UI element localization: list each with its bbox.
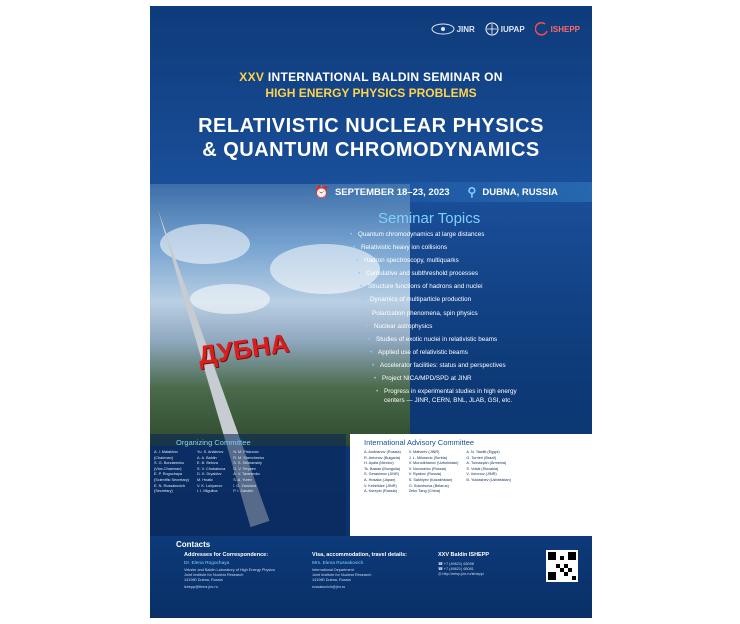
member: V. Murodkhanov (Uzbekistan) — [408, 461, 459, 466]
contact-line: Veksler and Baldin Laboratory of High Energy Physics — [184, 568, 275, 572]
member: V. Matveev (JINR) — [408, 450, 440, 454]
contact-label: XXV Baldin ISHEPP — [438, 552, 490, 558]
event-dates: SEPTEMBER 18–23, 2023 — [334, 186, 450, 198]
jinr-logo — [431, 22, 475, 36]
location-pin-icon: ⚲ — [467, 185, 477, 199]
website-link[interactable]: http://relnp.jinr.ru/ishepp/ — [442, 571, 484, 576]
topic-item: • Project NICA/MPD/SPD at JINR — [374, 375, 586, 383]
correspondence-contact — [184, 552, 304, 590]
topic-item: • Studies of exotic nuclei in relativistic beams — [368, 336, 586, 344]
title-line1: RELATIVISTIC NUCLEAR PHYSICS — [198, 115, 544, 137]
topic-item: • Applied use of relativistic beams — [370, 349, 586, 357]
member-column — [197, 450, 225, 495]
topic-item: • Quantum chromodynamics at large distances — [350, 231, 586, 239]
member: R. Antonov (Bulgaria) — [364, 455, 401, 460]
member: A. I. Malakhov — [154, 450, 179, 454]
member: V. Ryabov (Russia) — [408, 472, 442, 477]
phone-number: +7 (49621) 65081 — [443, 566, 474, 571]
seminar-number: XXV — [239, 70, 265, 84]
member: J. L. Milosevic (Serbia) — [408, 455, 448, 460]
seminar-topics — [350, 210, 586, 410]
member: G. Torrieri (Brazil) — [466, 455, 497, 460]
member: (Chairman) — [154, 455, 173, 460]
contact-line: Joint Institute for Nuclear Research — [312, 572, 372, 577]
logo-text: IUPAP — [500, 24, 525, 34]
cloud — [190, 284, 270, 314]
seminar-name: INTERNATIONAL BALDIN SEMINAR ON — [267, 70, 503, 84]
contact-label: Addresses for Correspondence: — [184, 552, 269, 558]
topic-item: • Progress in experimental studies in high energy centers — JINR, CERN, BNL, JLAB, GSI, etc. — [376, 388, 534, 405]
seminar-heading-line1 — [150, 70, 592, 84]
member: A. Andrianov (Russia) — [364, 450, 401, 454]
topic-item: • Polarization phenomena, spin physics — [364, 310, 586, 318]
member: I. I. Migulina — [197, 489, 218, 494]
contacts-heading: Contacts — [176, 540, 211, 549]
seminar-heading — [150, 70, 592, 100]
member: V. Voronov (JINR) — [466, 472, 497, 477]
globe-icon: ◎ — [438, 571, 443, 576]
member: S. Sakhiyev (Kazakhstan) — [408, 477, 453, 482]
member: D. K. Dryablov — [197, 472, 222, 477]
member-column — [466, 450, 510, 495]
event-place: DUBNA, RUSSIA — [482, 186, 558, 198]
ishepp-logo — [535, 22, 580, 36]
member: V. Novoselov (Russia) — [408, 466, 446, 471]
member: E. N. Russakovich — [154, 483, 186, 488]
member: O. V. Teryaev — [233, 466, 256, 471]
member: H. Ayala (Mexico) — [364, 461, 394, 466]
topic-item: • Cumulative and subthreshold processes — [358, 270, 586, 278]
contact-label: Visa, accommodation, travel details: — [312, 552, 407, 558]
topic-item: • Dynamics of multiparticle production — [362, 296, 586, 304]
advisory-heading: International Advisory Committee — [364, 438, 475, 447]
qr-code[interactable] — [546, 550, 578, 582]
clock-icon: ⏰ — [314, 185, 329, 199]
member: (Vice-Chairman) — [154, 466, 182, 471]
contact-email-link[interactable]: russakovich@jinr.ru — [312, 585, 346, 590]
committees — [150, 434, 592, 536]
member: B. Yuldashev (Uzbekistan) — [466, 477, 511, 482]
member: Ts. Baatar (Mongolia) — [364, 466, 401, 471]
member: V. K. Lukyanov — [197, 483, 223, 488]
member: M. Hnatic — [197, 477, 214, 482]
poster — [150, 6, 592, 618]
member: A. V. Taranenko — [233, 472, 260, 477]
phone-icon: ☎ — [438, 562, 444, 566]
member-column — [233, 450, 264, 495]
event-info-bar — [300, 182, 592, 202]
advisory-committee — [350, 434, 592, 536]
member: A. Kurepin (Russia) — [364, 489, 397, 494]
member: S. Gerasimov (JINR) — [364, 472, 400, 477]
member: A. N. Tawfik (Egypt) — [466, 450, 500, 454]
seminar-contact — [438, 552, 528, 576]
contacts-section — [150, 536, 592, 618]
contact-email-link[interactable]: ishepp@theor.jinr.ru — [184, 585, 218, 590]
topic-item: • Accelerator facilities: status and perspectives — [372, 362, 586, 370]
member: S. S. Shimanskiy — [233, 461, 262, 466]
poster-title — [150, 114, 592, 162]
dubna-sign: ДУБНА — [196, 327, 291, 371]
topic-item: • Hadron spectroscopy, multiquarks — [356, 257, 586, 265]
topic-item: • Structure functions of hadrons and nuclei — [360, 283, 586, 291]
phone-number: +7 (49621) 63098 — [443, 562, 474, 566]
member: A. A. Baldin — [197, 455, 217, 460]
contact-name: Mrs. Elena Russakovich — [312, 561, 364, 566]
member-column — [409, 450, 459, 495]
advisory-members — [350, 450, 592, 495]
logo-text: JINR — [456, 24, 475, 34]
member: A. Tumasyan (Armenia) — [466, 461, 507, 466]
member: (Secretary) — [154, 489, 173, 494]
member: S. Vokál (Slovakia) — [466, 466, 499, 471]
organizing-members — [150, 450, 346, 495]
logo-bar — [431, 22, 580, 36]
visa-contact — [312, 552, 422, 590]
seminar-heading-line2: HIGH ENERGY PHYSICS PROBLEMS — [265, 86, 477, 100]
member: S. G. Bondarenko — [154, 461, 185, 466]
phone-icon: ☎ — [438, 566, 444, 571]
member: Yu. S. Anisimov — [197, 450, 224, 454]
member: E. P. Rogochaya — [154, 472, 183, 477]
member: R. M. Shevchenko — [233, 455, 265, 460]
member: E. B. Belova — [197, 461, 218, 466]
iupap-logo — [485, 22, 525, 36]
topics-heading: Seminar Topics — [378, 210, 481, 227]
qr-code-icon — [548, 552, 576, 580]
member-column — [364, 450, 401, 495]
title-line2: & QUANTUM CHROMODYNAMICS — [202, 139, 540, 161]
topic-item: • Relativistic heavy ion collisions — [353, 244, 586, 252]
organizing-committee — [150, 434, 346, 536]
member: V. Kekelidze (JINR) — [364, 483, 397, 488]
member: S. V. Chubakova — [197, 466, 226, 471]
member-column — [154, 450, 189, 495]
topics-list — [350, 231, 586, 405]
member: (Scientific Secretary) — [154, 477, 190, 482]
contact-name: Dr. Elena Rogochaya — [184, 561, 230, 566]
topic-item: • Nuclear astrophysics — [366, 323, 586, 331]
member: A. Hosaka (Japan) — [364, 477, 396, 482]
organizing-heading: Organizing Committee — [176, 438, 251, 447]
member: P. I. Zarubin — [233, 489, 254, 494]
contact-line: Joint Institute for Nuclear Research — [184, 572, 244, 577]
member: Zebo Tang (China) — [408, 489, 441, 494]
contact-line: 141980 Dubna, Russia — [312, 577, 351, 582]
contact-line: 141980 Dubna, Russia — [184, 577, 223, 582]
member: S. A. Yurev — [233, 477, 252, 482]
member: O. Solovtsova (Belarus) — [408, 483, 449, 488]
member: N. M. Piskunov — [233, 450, 259, 454]
logo-text: ISHEPP — [550, 24, 580, 34]
contact-line: International Department — [312, 568, 354, 572]
member: I. G. Zarubina — [233, 483, 257, 488]
website-line — [438, 572, 528, 577]
